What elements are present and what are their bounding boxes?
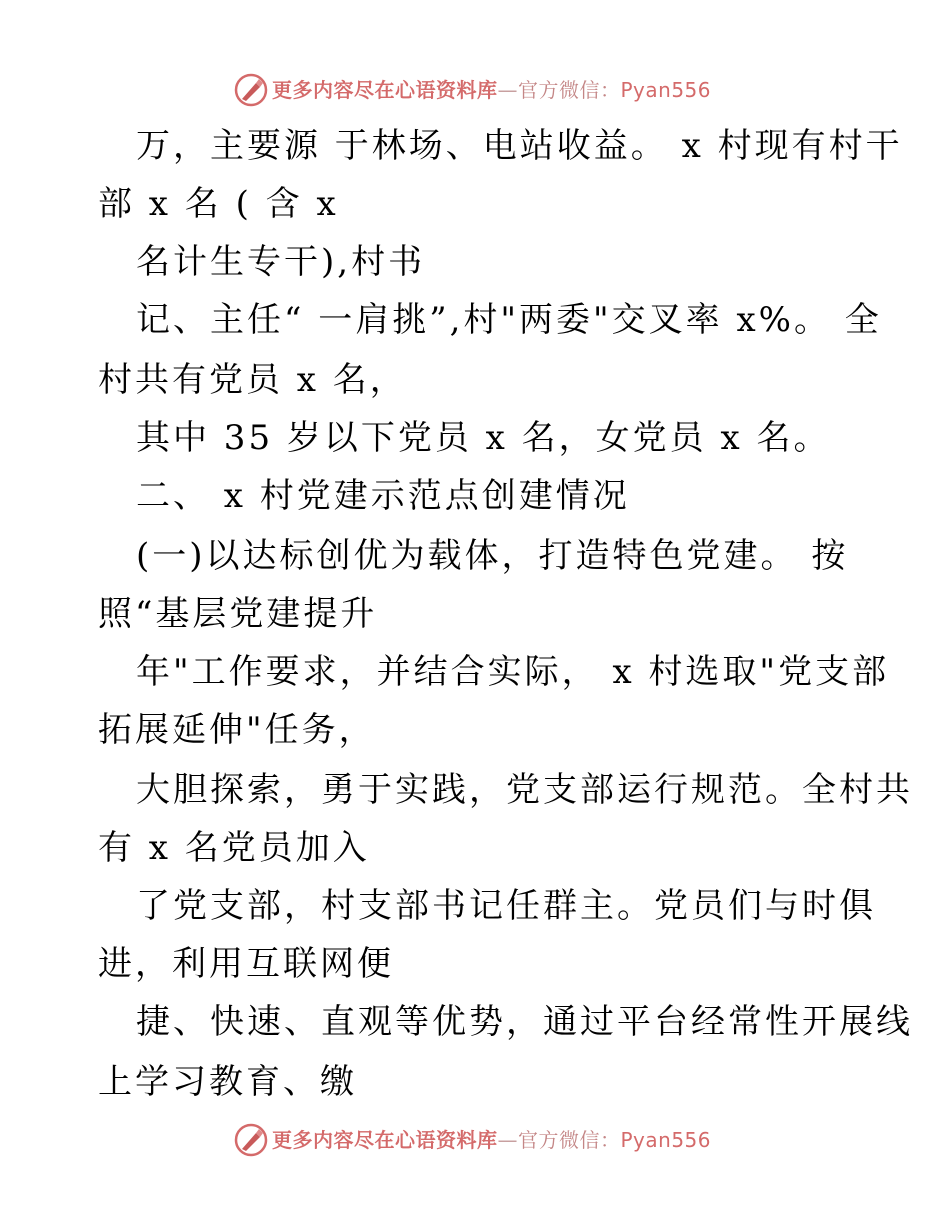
body-line: 年"工作要求，并结合实际， x 村选取"党支部 [136, 652, 890, 692]
body-line: 照“基层党建提升 [98, 594, 378, 634]
watermark-handle: Pyan556 [620, 78, 712, 102]
body-line: 大胆探索，勇于实践，党支部运行规范。全村共 [136, 770, 913, 810]
body-line: 了党支部，村支部书记任群主。党员们与时俱 [136, 886, 876, 926]
section-heading: 二、 x 村党建示范点创建情况 [136, 476, 630, 516]
body-line: 万，主要源 于林场、电站收益。 x 村现有村干 [136, 126, 903, 166]
body-line: 部 x 名 ( 含 x [98, 184, 339, 224]
body-line: 其中 35 岁以下党员 x 名，女党员 x 名。 [136, 418, 831, 458]
watermark-text [272, 78, 711, 102]
pen-logo-icon [234, 73, 268, 107]
body-line: 有 x 名党员加入 [98, 828, 370, 868]
body-line: 进，利用互联网便 [98, 944, 394, 984]
body-line: 上学习教育、缴 [98, 1062, 357, 1102]
body-line: 村共有党员 x 名， [98, 360, 407, 400]
watermark-lead: 更多内容尽在心语资料库 [272, 78, 498, 102]
header-watermark-banner [0, 71, 950, 111]
watermark-official: 官方微信： [518, 78, 621, 102]
pen-logo-icon [234, 1123, 268, 1157]
watermark-text [272, 1128, 711, 1152]
body-line: 捷、快速、直观等优势，通过平台经常性开展线 [136, 1002, 913, 1042]
watermark-handle: Pyan556 [620, 1128, 712, 1152]
body-line: 名计生专干),村书 [136, 242, 426, 282]
watermark-dash: — [497, 78, 518, 102]
body-line: 记、主任“ 一肩挑”,村"两委"交叉率 x%。 全 [136, 300, 882, 340]
footer-watermark-banner [0, 1121, 950, 1161]
watermark-official: 官方微信： [518, 1128, 621, 1152]
body-line: 拓展延伸"任务， [98, 710, 376, 750]
watermark-dash: — [497, 1128, 518, 1152]
watermark-lead: 更多内容尽在心语资料库 [272, 1128, 498, 1152]
body-line: (一)以达标创优为载体，打造特色党建。 按 [136, 536, 849, 576]
